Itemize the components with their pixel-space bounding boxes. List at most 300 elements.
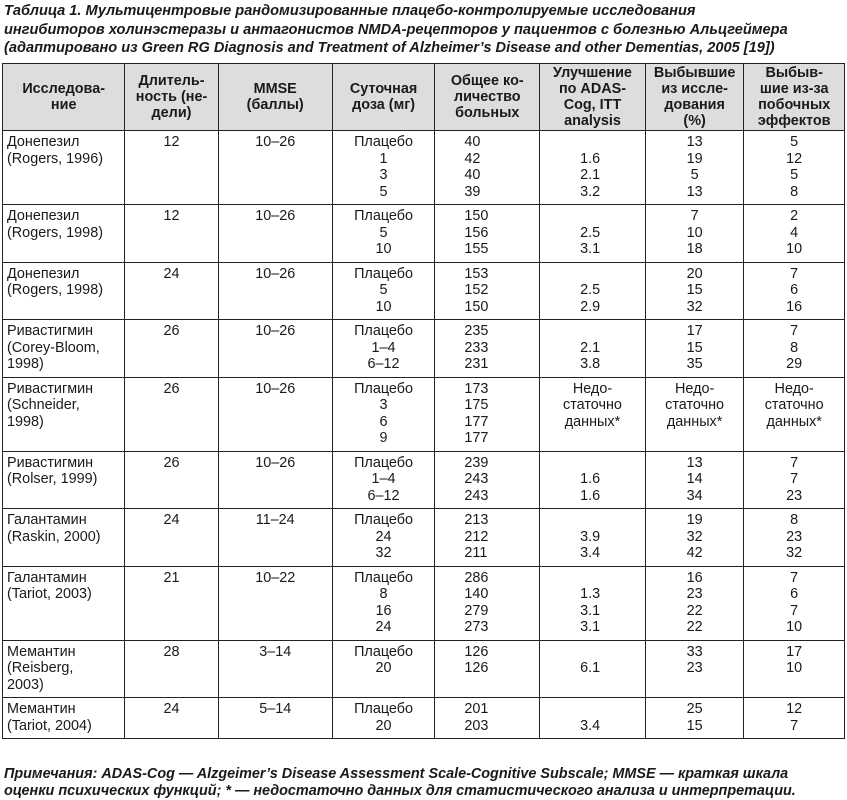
column-header-line: ность (не-	[135, 89, 208, 105]
adas-value: 3.2	[580, 183, 601, 200]
patients-value: 156	[464, 224, 489, 241]
dropout-value: 20	[686, 265, 703, 282]
table-row	[3, 320, 845, 378]
adas-value: 2.1	[580, 167, 601, 183]
patients-value: 213	[464, 512, 489, 528]
adas-cell	[540, 698, 646, 739]
patients-cell	[435, 698, 540, 739]
side-effect-value: 10	[786, 241, 803, 257]
side-effect-value: 7	[790, 602, 799, 619]
column-header-line: (%)	[683, 113, 706, 129]
column-header-line: analysis	[564, 113, 621, 129]
dose-value: Плацебо	[354, 208, 414, 224]
mmse-value: 10–26	[255, 380, 296, 397]
patients-value: 235	[464, 323, 489, 339]
table-row	[3, 131, 845, 205]
dose-value: 8	[379, 586, 388, 602]
dose-value: 24	[375, 528, 392, 545]
dropout-value: 34	[686, 487, 703, 504]
duration-cell	[125, 698, 218, 739]
column-header-line: доза (мг)	[352, 97, 416, 113]
patients-value: 39	[464, 183, 481, 200]
dose-cell	[332, 451, 435, 509]
dose-cell	[332, 698, 435, 739]
adas-value: 2.1	[580, 339, 601, 356]
mmse-value: 10–26	[255, 323, 296, 339]
patients-value: 243	[464, 487, 489, 504]
mmse-cell	[218, 509, 332, 567]
column-header	[332, 64, 435, 131]
adas-value	[580, 512, 645, 529]
side-effect-cell	[744, 377, 845, 451]
side-effect-value: 10	[786, 619, 803, 635]
column-header-line: из иссле-	[661, 81, 728, 97]
mmse-cell	[218, 131, 332, 205]
dropout-value: данных*	[666, 413, 723, 430]
mmse-cell	[218, 566, 332, 640]
patients-cell	[435, 131, 540, 205]
dropout-cell	[645, 509, 744, 567]
patients-value: 243	[464, 471, 489, 487]
dose-value: Плацебо	[354, 134, 414, 150]
adas-value: 2.5	[580, 224, 601, 241]
column-header-line: личество	[453, 89, 521, 105]
study-line: Галантамин	[7, 569, 87, 586]
column-header	[645, 64, 744, 131]
column-header	[744, 64, 845, 131]
study-cell	[3, 451, 125, 509]
study-line: (Tariot, 2003)	[7, 586, 92, 602]
patients-value: 203	[464, 717, 489, 734]
dose-value: 5	[379, 183, 388, 200]
mmse-cell	[218, 205, 332, 263]
side-effect-value: 6	[790, 586, 799, 602]
duration-value: 26	[163, 454, 180, 471]
dropout-value: 22	[686, 619, 703, 635]
patients-value: 233	[464, 339, 489, 356]
patients-value: 126	[464, 660, 489, 676]
column-header-line: Выбывшие	[653, 65, 736, 81]
study-line: Донепезил	[7, 208, 80, 224]
side-effect-value: 12	[786, 150, 803, 167]
study-line: Ривастигмин	[7, 323, 94, 339]
duration-cell	[125, 566, 218, 640]
dose-cell	[332, 566, 435, 640]
duration-cell	[125, 640, 218, 698]
table-row	[3, 509, 845, 567]
adas-value	[580, 701, 645, 718]
adas-value: 1.3	[580, 586, 601, 602]
dropout-value: 14	[686, 471, 703, 487]
adas-cell	[540, 131, 646, 205]
column-header-line: MMSE	[253, 81, 297, 97]
adas-value	[580, 644, 645, 661]
dose-cell	[332, 131, 435, 205]
dropout-cell	[645, 566, 744, 640]
dose-cell	[332, 377, 435, 451]
patients-value: 126	[464, 643, 489, 660]
patients-cell	[435, 566, 540, 640]
side-effect-value: 12	[786, 701, 803, 717]
duration-cell	[125, 509, 218, 567]
dropout-value: 17	[686, 323, 703, 339]
column-header-line: Длитель-	[138, 73, 205, 89]
dropout-value: 15	[686, 282, 703, 298]
dropout-value: 10	[686, 224, 703, 241]
dropout-value: 19	[686, 150, 703, 167]
patients-value: 212	[464, 528, 489, 545]
dose-value: 6–12	[367, 487, 400, 504]
duration-value: 12	[163, 208, 180, 224]
side-effect-value: 8	[790, 339, 799, 356]
note-line-2: оценки психических функций; * — недостаточно данных для статистического анализа и интерпретации.	[4, 783, 796, 799]
adas-value: 6.1	[580, 660, 601, 676]
study-line: (Rogers, 1996)	[7, 150, 103, 167]
side-effect-cell	[744, 640, 845, 698]
patients-cell	[435, 451, 540, 509]
column-header-line: по ADAS-	[558, 81, 627, 97]
side-effect-value: 8	[790, 512, 799, 528]
adas-value: 3.1	[580, 619, 601, 635]
adas-cell	[540, 205, 646, 263]
table-row	[3, 451, 845, 509]
study-line: 1998)	[7, 356, 44, 372]
mmse-value: 10–26	[255, 134, 296, 150]
table-row	[3, 205, 845, 263]
patients-value: 286	[464, 569, 489, 586]
adas-value	[580, 323, 645, 340]
dropout-value: 23	[686, 586, 703, 602]
table-row	[3, 566, 845, 640]
side-effect-value: 7	[790, 265, 799, 282]
patients-value: 155	[464, 241, 489, 257]
side-effect-cell	[744, 131, 845, 205]
duration-value: 12	[163, 134, 180, 150]
column-header-line: Общее ко-	[450, 73, 524, 89]
patients-value: 239	[464, 454, 489, 471]
duration-value: 24	[163, 512, 180, 528]
dose-value: 10	[375, 298, 392, 315]
table-row	[3, 262, 845, 320]
column-header	[3, 64, 125, 131]
patients-value: 150	[464, 208, 489, 224]
study-line: Галантамин	[7, 512, 87, 528]
dropout-cell	[645, 131, 744, 205]
dose-value: 5	[379, 224, 388, 241]
patients-value: 150	[464, 298, 489, 315]
column-header-line: Улучшение	[553, 65, 632, 81]
patients-cell	[435, 262, 540, 320]
adas-value: 3.8	[580, 356, 601, 372]
side-effect-value: 7	[790, 717, 799, 734]
dropout-value: 13	[686, 454, 703, 471]
patients-cell	[435, 640, 540, 698]
dropout-cell	[645, 698, 744, 739]
duration-cell	[125, 320, 218, 378]
adas-cell	[540, 320, 646, 378]
table-row	[3, 698, 845, 739]
adas-value	[580, 208, 645, 225]
duration-cell	[125, 131, 218, 205]
dropout-value: 16	[686, 569, 703, 586]
adas-value: 3.1	[580, 602, 601, 619]
adas-value: статочно	[563, 397, 622, 413]
dropout-value: 22	[686, 602, 703, 619]
side-effect-cell	[744, 262, 845, 320]
study-line: Ривастигмин	[7, 380, 94, 397]
dropout-value: 18	[686, 241, 703, 257]
duration-value: 24	[163, 701, 180, 717]
column-header-line: Исследова-	[22, 81, 106, 97]
study-line: (Tariot, 2004)	[7, 717, 92, 734]
dose-cell	[332, 205, 435, 263]
dose-value: Плацебо	[354, 265, 414, 282]
patients-cell	[435, 509, 540, 567]
column-header-line: Выбыв-	[765, 65, 823, 81]
patients-cell	[435, 377, 540, 451]
side-effect-value: 5	[790, 167, 799, 183]
column-header-line: шие из-за	[759, 81, 829, 97]
dropout-value: 13	[686, 134, 703, 150]
study-cell	[3, 205, 125, 263]
patients-value: 42	[464, 150, 481, 167]
dose-value: Плацебо	[354, 454, 414, 471]
dose-value: 5	[379, 282, 388, 298]
mmse-value: 10–26	[255, 265, 296, 282]
adas-value: 3.4	[580, 545, 601, 561]
adas-cell	[540, 566, 646, 640]
dose-value: 1	[379, 150, 388, 167]
mmse-value: 10–22	[255, 569, 296, 586]
patients-cell	[435, 320, 540, 378]
adas-cell	[540, 451, 646, 509]
dose-value: Плацебо	[354, 701, 414, 717]
study-line: (Rogers, 1998)	[7, 224, 103, 241]
dropout-value: 32	[686, 298, 703, 315]
study-line: (Rolser, 1999)	[7, 471, 98, 487]
dropout-value: 5	[690, 167, 699, 183]
study-line: (Corey-Bloom,	[7, 339, 100, 356]
duration-value: 26	[163, 380, 180, 397]
dose-value: Плацебо	[354, 643, 414, 660]
column-header-line: (баллы)	[246, 97, 304, 113]
mmse-value: 5–14	[259, 701, 292, 717]
dropout-value: 42	[686, 545, 703, 561]
mmse-value: 10–26	[255, 454, 296, 471]
dropout-value: 25	[686, 701, 703, 717]
patients-value: 153	[464, 265, 489, 282]
column-header-line: эффектов	[757, 113, 831, 129]
dropout-cell	[645, 320, 744, 378]
side-effect-cell	[744, 698, 845, 739]
adas-value: 2.9	[580, 298, 601, 315]
mmse-cell	[218, 451, 332, 509]
side-effect-value: 17	[786, 643, 803, 660]
patients-value: 211	[464, 545, 488, 561]
dose-value: 24	[375, 619, 392, 635]
study-line: Мемантин	[7, 643, 76, 660]
side-effect-value: 10	[786, 660, 803, 676]
patients-value: 40	[464, 167, 481, 183]
side-effect-value: данных*	[766, 413, 822, 430]
dropout-value: 19	[686, 512, 703, 528]
column-header-line: ние	[50, 97, 77, 113]
dose-value: 1–4	[371, 339, 396, 356]
dropout-value: 15	[686, 717, 703, 734]
duration-value: 28	[163, 643, 180, 660]
side-effect-value: 2	[790, 208, 799, 224]
adas-value: Недо-	[572, 380, 613, 397]
table-row	[3, 377, 845, 451]
study-line: (Reisberg,	[7, 660, 74, 676]
dropout-cell	[645, 377, 744, 451]
patients-value: 140	[464, 586, 489, 602]
column-header-line: Суточная	[349, 81, 418, 97]
duration-value: 26	[163, 323, 180, 339]
patients-value: 152	[464, 282, 489, 298]
studies-table	[2, 63, 845, 739]
side-effect-value: 7	[790, 471, 799, 487]
study-line: (Raskin, 2000)	[7, 528, 101, 545]
patients-value: 201	[464, 701, 489, 717]
caption-line-3: (адаптировано из Green RG Diagnosis and Treatment of Alzheimer’s Disease and other Dementias, 2005 [19])	[4, 40, 775, 56]
study-line: (Rogers, 1998)	[7, 282, 103, 298]
note-line-1: Примечания: ADAS-Cog — Alzgeimer’s Disease Assessment Scale-Cognitive Subscale; MMSE — краткая шкала	[4, 766, 789, 782]
adas-value: 3.1	[580, 241, 601, 257]
dropout-value: статочно	[665, 397, 725, 413]
side-effect-value: 23	[786, 528, 803, 545]
patients-value: 273	[464, 619, 489, 635]
study-cell	[3, 640, 125, 698]
study-cell	[3, 320, 125, 378]
adas-value: 3.4	[580, 717, 601, 734]
dose-value: 6–12	[367, 356, 400, 372]
patients-value: 177	[464, 413, 489, 430]
side-effect-value: 7	[790, 323, 799, 339]
dose-value: 9	[379, 430, 388, 446]
column-header-line: побочных	[758, 97, 831, 113]
mmse-cell	[218, 320, 332, 378]
patients-value: 231	[464, 356, 489, 372]
column-header	[125, 64, 218, 131]
mmse-value: 11–24	[255, 512, 295, 528]
dropout-value: 7	[690, 208, 699, 224]
adas-cell	[540, 509, 646, 567]
duration-cell	[125, 262, 218, 320]
adas-value	[580, 570, 645, 587]
dropout-cell	[645, 205, 744, 263]
duration-cell	[125, 205, 218, 263]
adas-cell	[540, 377, 646, 451]
side-effect-value: 5	[790, 134, 799, 150]
caption-line-2: ингибиторов холинэстеразы и антагонистов NMDA-рецепторов у пациентов с болезнью Альцгеймера	[4, 21, 788, 38]
column-header-line: дования	[664, 97, 725, 113]
side-effect-value: статочно	[764, 397, 824, 413]
side-effect-value: 29	[786, 356, 803, 372]
study-cell	[3, 131, 125, 205]
duration-cell	[125, 451, 218, 509]
patients-value: 173	[464, 380, 489, 397]
patients-value: 40	[464, 134, 481, 150]
dropout-value: 13	[686, 183, 703, 200]
side-effect-cell	[744, 320, 845, 378]
dose-value: 1–4	[371, 471, 396, 487]
dropout-cell	[645, 262, 744, 320]
dose-value: Плацебо	[354, 512, 414, 528]
mmse-cell	[218, 640, 332, 698]
patients-value: 175	[464, 397, 489, 413]
side-effect-value: 32	[786, 545, 803, 561]
side-effect-cell	[744, 451, 845, 509]
adas-value	[580, 134, 645, 151]
adas-value: данных*	[564, 413, 621, 430]
dose-value: 10	[375, 241, 392, 257]
mmse-cell	[218, 262, 332, 320]
patients-value: 177	[464, 430, 489, 446]
side-effect-value: 7	[790, 569, 799, 586]
dose-value: Плацебо	[354, 323, 414, 339]
dose-value: Плацебо	[354, 380, 414, 397]
study-cell	[3, 262, 125, 320]
side-effect-value: 16	[786, 298, 803, 315]
table-body	[3, 131, 845, 739]
duration-value: 21	[163, 569, 180, 586]
side-effect-value: 8	[790, 183, 799, 200]
mmse-value: 10–26	[255, 208, 296, 224]
dose-value: 16	[375, 602, 392, 619]
study-line: Ривастигмин	[7, 454, 94, 471]
table-row	[3, 640, 845, 698]
study-cell	[3, 566, 125, 640]
dose-value: 3	[379, 397, 388, 413]
dropout-value: Недо-	[674, 380, 715, 397]
column-header-line: дели)	[151, 105, 192, 121]
duration-value: 24	[163, 265, 180, 282]
dropout-value: 32	[686, 528, 703, 545]
column-header-line: больных	[455, 105, 520, 121]
side-effect-value: Недо-	[774, 380, 814, 397]
table-header-row	[3, 64, 845, 131]
dose-cell	[332, 320, 435, 378]
study-line: Донепезил	[7, 265, 80, 282]
dropout-cell	[645, 451, 744, 509]
side-effect-cell	[744, 509, 845, 567]
side-effect-cell	[744, 205, 845, 263]
side-effect-cell	[744, 566, 845, 640]
dropout-value: 35	[686, 356, 703, 372]
study-line: (Schneider,	[7, 397, 80, 413]
side-effect-value: 4	[790, 224, 799, 241]
study-line: 2003)	[7, 676, 44, 693]
adas-value	[580, 455, 645, 472]
study-line: Донепезил	[7, 134, 80, 150]
dose-value: 20	[375, 717, 392, 734]
adas-value: 1.6	[580, 487, 601, 504]
column-header-line: Cog, ITT	[563, 97, 622, 113]
study-line: 1998)	[7, 413, 44, 430]
dose-value: 3	[379, 167, 388, 183]
adas-value: 1.6	[580, 471, 601, 487]
mmse-value: 3–14	[259, 643, 292, 660]
adas-value: 3.9	[580, 528, 601, 545]
mmse-cell	[218, 698, 332, 739]
study-cell	[3, 377, 125, 451]
dropout-cell	[645, 640, 744, 698]
adas-value: 2.5	[580, 282, 601, 298]
adas-cell	[540, 640, 646, 698]
patients-cell	[435, 205, 540, 263]
table-note	[4, 766, 844, 800]
